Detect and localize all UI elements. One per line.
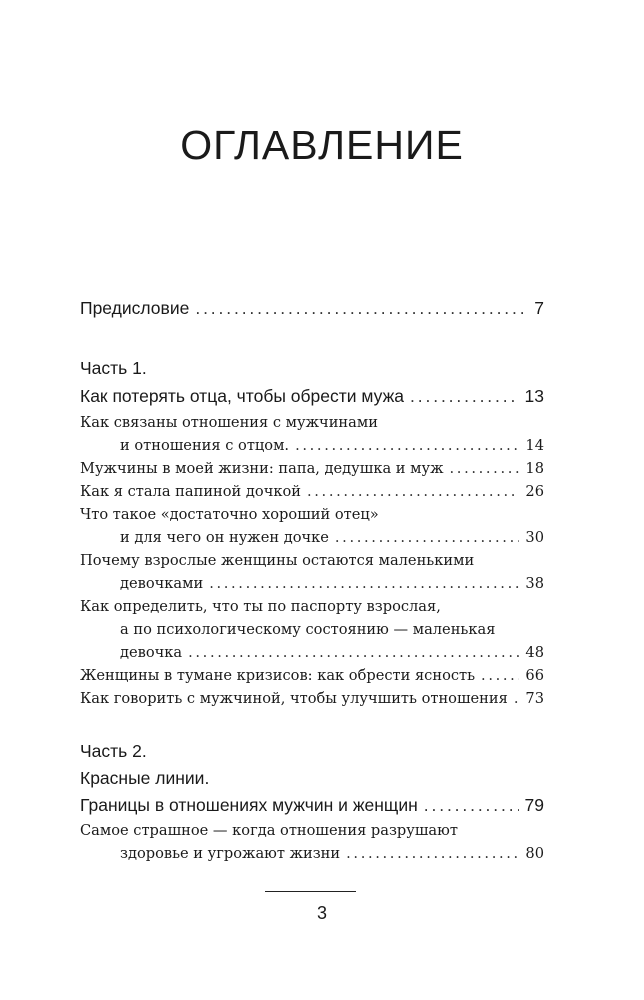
part-2-subtitle: Красные линии. [80,768,210,788]
entry-line: Как определить, что ты по паспорту взрослая, [80,598,441,615]
dot-leader [410,386,518,407]
dot-leader [481,667,519,684]
dot-leader [346,845,519,862]
entry-page: 73 [525,690,544,707]
entry-label: девочка [120,644,183,661]
dot-leader [295,437,519,454]
toc-entry[interactable] [80,460,544,477]
toc-entry[interactable] [80,667,544,684]
entry-page: 18 [525,460,544,477]
entry-line: Что такое «достаточно хороший отец» [80,506,379,523]
part-1-heading: Часть 1. [80,358,147,378]
dot-leader [335,529,520,546]
entry-label: и для чего он нужен дочке [120,529,329,546]
entry-label: девочками [120,575,204,592]
entry-page: 14 [525,437,544,454]
toc-entry[interactable] [80,437,544,454]
toc-title: ОГЛАВЛЕНИЕ [180,122,464,168]
entry-page: 79 [524,795,544,815]
toc-entry-preface[interactable] [80,298,544,319]
toc-entry-part-2[interactable] [80,795,544,816]
entry-label: Как говорить с мужчиной, чтобы улучшить отношения [80,690,508,707]
footer-divider [265,891,356,892]
entry-label: Границы в отношениях мужчин и женщин [80,795,418,815]
entry-line: Самое страшное — когда отношения разрушают [80,822,458,839]
entry-line: а по психологическому состоянию — маленькая [120,621,496,638]
entry-page: 26 [525,483,544,500]
entry-label: Предисловие [80,298,190,318]
dot-leader [195,298,528,319]
dot-leader [450,460,520,477]
toc-entry[interactable] [80,575,544,592]
entry-label: Женщины в тумане кризисов: как обрести ясность [80,667,476,684]
entry-page: 48 [525,644,544,661]
entry-label: и отношения с отцом. [120,437,290,454]
toc-entry[interactable] [80,529,544,546]
entry-line: Почему взрослые женщины остаются маленькими [80,552,475,569]
toc-entry-part-1[interactable] [80,386,544,407]
entry-label: здоровье и угрожают жизни [120,845,341,862]
dot-leader [307,483,519,500]
entry-label: Мужчины в моей жизни: папа, дедушка и муж [80,460,444,477]
entry-page: 80 [525,845,544,862]
dot-leader [424,795,519,816]
toc-entry[interactable] [80,644,544,661]
entry-label: Как потерять отца, чтобы обрести мужа [80,386,405,406]
dot-leader [514,690,520,707]
toc-entry[interactable] [80,845,544,862]
dot-leader [188,644,519,661]
entry-page: 30 [525,529,544,546]
toc-entry[interactable] [80,690,544,707]
dot-leader [209,575,519,592]
entry-label: Как я стала папиной дочкой [80,483,301,500]
entry-line: Как связаны отношения с мужчинами [80,414,378,431]
entry-page: 66 [525,667,544,684]
page-number: 3 [316,903,327,923]
toc-entry[interactable] [80,483,544,500]
part-2-heading: Часть 2. [80,741,147,761]
entry-page: 38 [525,575,544,592]
entry-page: 7 [534,298,544,318]
entry-page: 13 [524,386,544,406]
